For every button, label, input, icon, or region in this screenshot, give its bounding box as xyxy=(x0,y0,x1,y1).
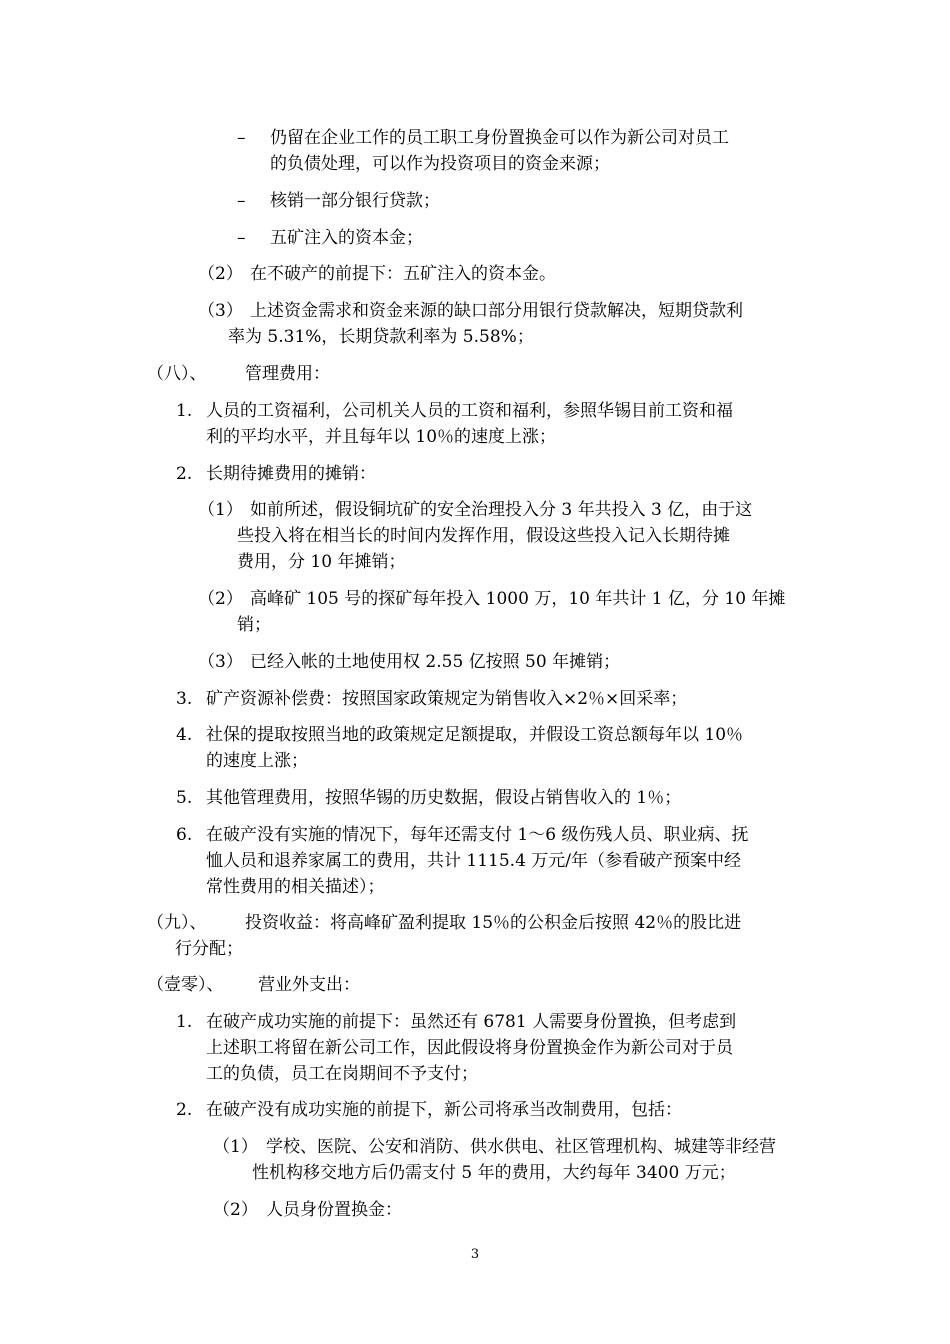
paragraph-line: 的负债处理，可以作为投资项目的资金来源； xyxy=(270,154,610,174)
paragraph-line: 如前所述，假设铜坑矿的安全治理投入分 3 年共投入 3 亿，由于这 xyxy=(250,500,753,520)
paragraph-line: 行分配； xyxy=(175,939,243,959)
dash-bullet: – xyxy=(237,128,246,148)
paragraph-line: 在破产没有实施的情况下，每年还需支付 1～6 级伤残人员、职业病、抚 xyxy=(206,825,749,845)
paragraph-line: 矿产资源补偿费：按照国家政策规定为销售收入×2％×回采率； xyxy=(206,689,688,709)
paragraph-line: 恤人员和退养家属工的费用，共计 1115.4 万元/年（参看破产预案中经 xyxy=(206,851,742,871)
paragraph-line: 仍留在企业工作的员工职工身份置换金可以作为新公司对员工 xyxy=(270,128,729,148)
list-marker: （1） xyxy=(198,500,243,520)
list-number: 2. xyxy=(176,1100,193,1120)
paragraph-line: 些投入将在相当长的时间内发挥作用，假设这些投入记入长期待摊 xyxy=(237,526,730,546)
list-marker: （3） xyxy=(198,301,243,321)
dash-bullet: – xyxy=(237,191,246,211)
paragraph-line: 其他管理费用，按照华锡的历史数据，假设占销售收入的 1％； xyxy=(206,788,682,808)
list-number: 2. xyxy=(176,464,193,484)
list-marker: （2） xyxy=(213,1200,258,1220)
list-marker: （1） xyxy=(213,1137,258,1157)
section-marker: （壹零）、 xyxy=(147,975,224,995)
list-number: 3. xyxy=(176,689,193,709)
paragraph-line: 利的平均水平，并且每年以 10％的速度上涨； xyxy=(206,427,557,447)
list-marker: （2） xyxy=(198,589,243,609)
paragraph-line: 在不破产的前提下：五矿注入的资本金。 xyxy=(250,264,556,284)
dash-bullet: – xyxy=(237,228,246,248)
paragraph-line: 高峰矿 105 号的探矿每年投入 1000 万，10 年共计 1 亿，分 10 年摊 xyxy=(250,589,786,609)
section-marker: （八）、 xyxy=(147,364,207,384)
paragraph-line: 已经入帐的土地使用权 2.55 亿按照 50 年摊销； xyxy=(250,652,621,672)
paragraph-line: 率为 5.31%，长期贷款利率为 5.58%； xyxy=(228,327,534,347)
paragraph-line: 上述资金需求和资金来源的缺口部分用银行贷款解决，短期贷款利 xyxy=(250,301,743,321)
list-marker: （3） xyxy=(198,652,243,672)
paragraph-line: 在破产没有成功实施的前提下，新公司将承当改制费用，包括： xyxy=(206,1100,682,1120)
paragraph-line: 社保的提取按照当地的政策规定足额提取，并假设工资总额每年以 10％ xyxy=(206,725,744,745)
list-number: 5. xyxy=(176,788,193,808)
list-number: 6. xyxy=(176,825,193,845)
section-heading: 投资收益：将高峰矿盈利提取 15％的公积金后按照 42％的股比进 xyxy=(245,913,742,933)
list-number: 1. xyxy=(176,401,193,421)
paragraph-line: 在破产成功实施的前提下：虽然还有 6781 人需要身份置换，但考虑到 xyxy=(206,1012,737,1032)
paragraph-line: 性机构移交地方后仍需支付 5 年的费用，大约每年 3400 万元； xyxy=(252,1163,736,1183)
paragraph-line: 核销一部分银行贷款； xyxy=(270,191,440,211)
paragraph-line: 销； xyxy=(237,615,271,635)
section-heading: 管理费用： xyxy=(245,364,330,384)
paragraph-line: 人员的工资福利，公司机关人员的工资和福利，参照华锡目前工资和福 xyxy=(206,401,733,421)
paragraph-line: 五矿注入的资本金； xyxy=(270,228,423,248)
list-marker: （2） xyxy=(198,264,243,284)
paragraph-line: 费用，分 10 年摊销； xyxy=(237,552,406,572)
paragraph-line: 学校、医院、公安和消防、供水供电、社区管理机构、城建等非经营 xyxy=(266,1137,776,1157)
paragraph-line: 工的负债，员工在岗期间不予支付； xyxy=(206,1064,478,1084)
paragraph-line: 上述职工将留在新公司工作，因此假设将身份置换金作为新公司对于员 xyxy=(206,1038,733,1058)
paragraph-line: 人员身份置换金： xyxy=(266,1200,402,1220)
section-heading: 营业外支出： xyxy=(258,975,360,995)
list-number: 1. xyxy=(176,1012,193,1032)
page-number: 3 xyxy=(470,1247,480,1262)
paragraph-line: 长期待摊费用的摊销： xyxy=(206,464,376,484)
paragraph-line: 常性费用的相关描述）； xyxy=(206,877,385,897)
paragraph-line: 的速度上涨； xyxy=(206,751,308,771)
section-marker: （九）、 xyxy=(147,913,207,933)
list-number: 4. xyxy=(176,725,193,745)
